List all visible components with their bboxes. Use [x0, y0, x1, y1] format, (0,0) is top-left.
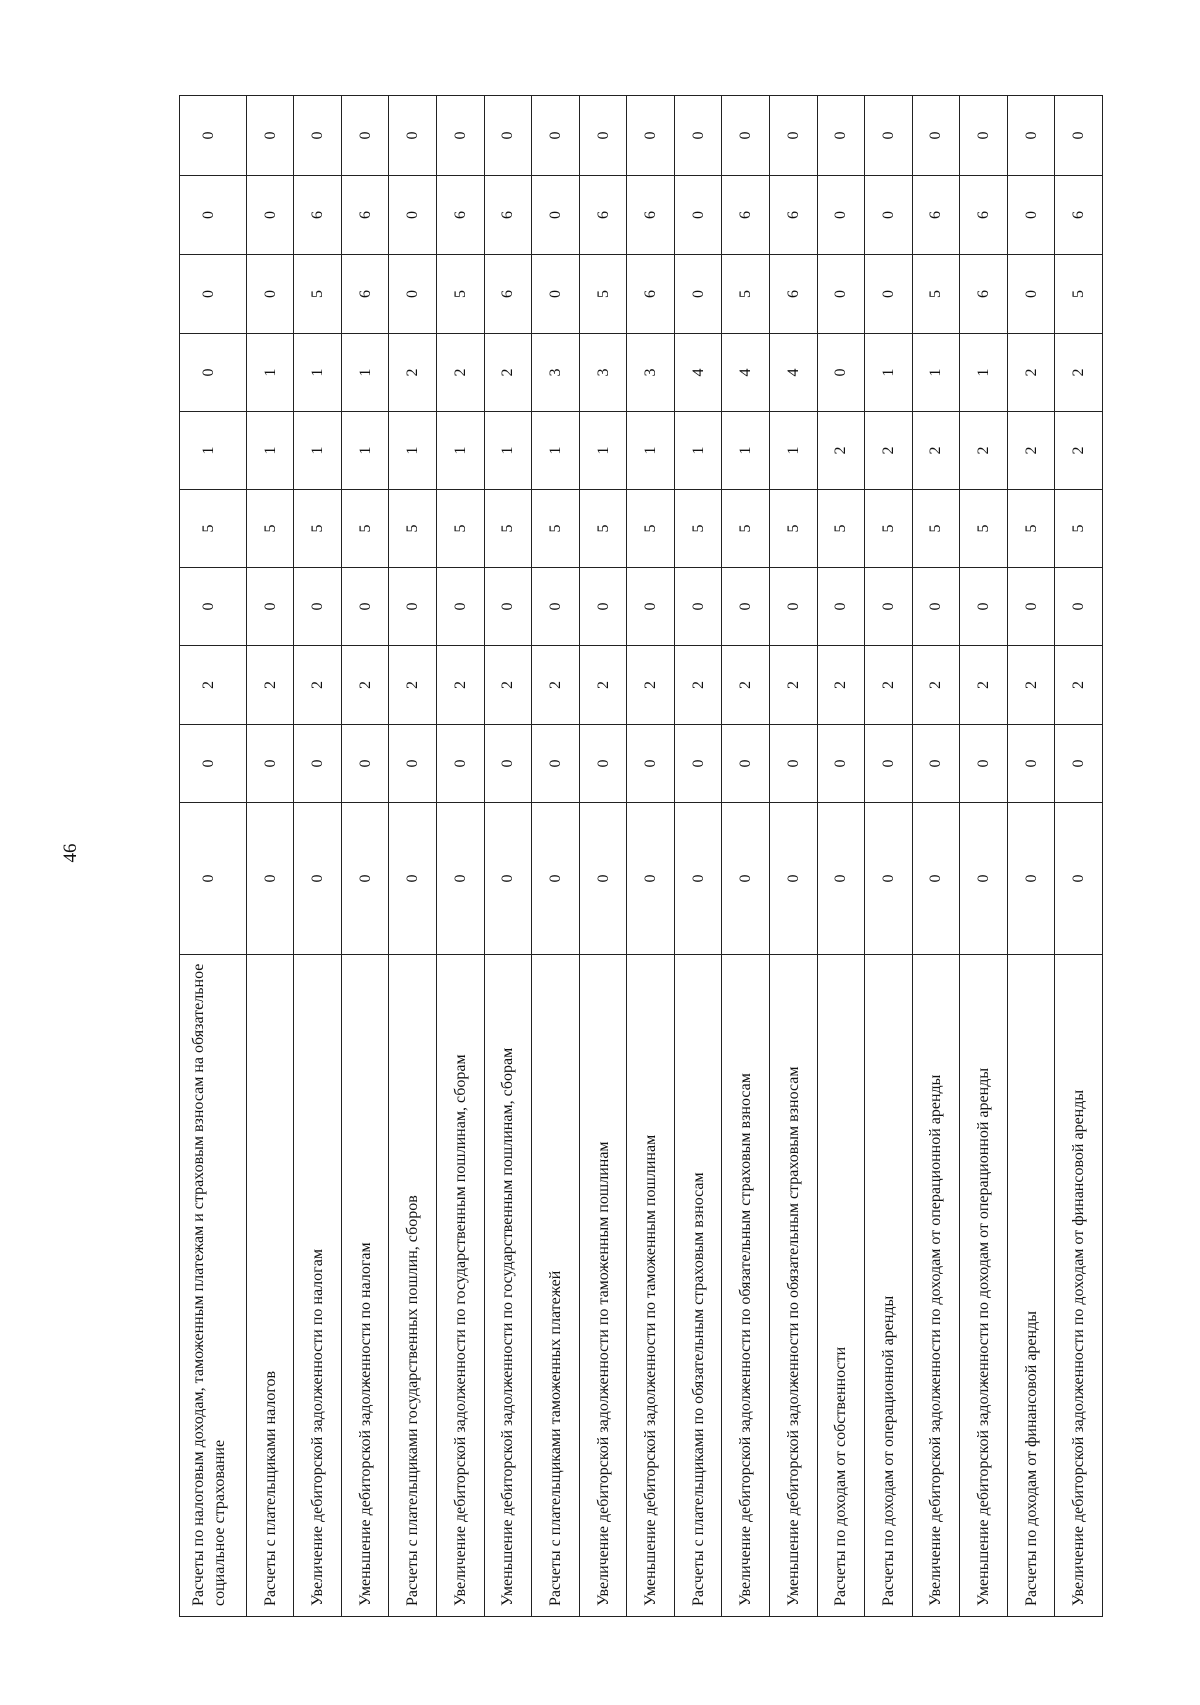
- code-digit-cell: 0: [532, 96, 580, 176]
- code-digit-cell: 5: [246, 490, 294, 568]
- code-digit-cell: 1: [180, 412, 247, 490]
- code-digit-cell: 0: [437, 568, 485, 646]
- code-digit-cell: 0: [1007, 725, 1055, 803]
- code-digit-cell: 6: [341, 176, 389, 255]
- table-body: [180, 96, 1103, 1617]
- row-label: Уменьшение дебиторской задолженности по таможенным пошлинам: [627, 955, 675, 1617]
- code-digit-cell: 2: [912, 412, 960, 490]
- code-digit-cell: 2: [389, 334, 437, 412]
- code-digit-cell: 6: [722, 176, 770, 255]
- code-digit-cell: 6: [579, 176, 627, 255]
- code-digit-cell: 0: [532, 725, 580, 803]
- code-digit-cell: 2: [865, 412, 913, 490]
- code-digit-cell: 1: [769, 412, 817, 490]
- code-digit-cell: 5: [341, 490, 389, 568]
- code-digit-cell: 5: [817, 490, 865, 568]
- code-digit-cell: 0: [627, 96, 675, 176]
- table-row: [294, 96, 342, 1617]
- code-digit-cell: 2: [484, 334, 532, 412]
- code-digit-cell: 6: [484, 255, 532, 334]
- code-digit-cell: 0: [532, 255, 580, 334]
- code-digit-cell: 5: [579, 490, 627, 568]
- code-digit-cell: 2: [627, 646, 675, 725]
- code-digit-cell: 2: [960, 412, 1008, 490]
- code-digit-cell: 6: [294, 176, 342, 255]
- code-digit-cell: 0: [817, 255, 865, 334]
- table-container: [179, 96, 1103, 1617]
- code-digit-cell: 0: [627, 803, 675, 955]
- code-digit-cell: 2: [769, 646, 817, 725]
- code-digit-cell: 2: [912, 646, 960, 725]
- code-digit-cell: 1: [294, 412, 342, 490]
- row-label: Расчеты с плательщиками по обязательным страховым взносам: [674, 955, 722, 1617]
- code-digit-cell: 0: [1007, 176, 1055, 255]
- code-digit-cell: 6: [627, 255, 675, 334]
- code-digit-cell: 2: [180, 646, 247, 725]
- table-row: [180, 96, 247, 1617]
- code-digit-cell: 1: [960, 334, 1008, 412]
- code-digit-cell: 0: [817, 725, 865, 803]
- code-digit-cell: 0: [246, 176, 294, 255]
- code-digit-cell: 5: [722, 255, 770, 334]
- code-digit-cell: 2: [1055, 334, 1103, 412]
- row-label: Расчеты по доходам от операционной аренды: [865, 955, 913, 1617]
- row-label: Уменьшение дебиторской задолженности по государственным пошлинам, сборам: [484, 955, 532, 1617]
- table-row: [389, 96, 437, 1617]
- code-digit-cell: 0: [532, 176, 580, 255]
- code-digit-cell: 0: [865, 255, 913, 334]
- code-digit-cell: 0: [341, 96, 389, 176]
- code-digit-cell: 0: [817, 568, 865, 646]
- code-digit-cell: 5: [294, 490, 342, 568]
- code-digit-cell: 0: [1055, 568, 1103, 646]
- code-digit-cell: 5: [1007, 490, 1055, 568]
- code-digit-cell: 1: [389, 412, 437, 490]
- code-digit-cell: 0: [960, 96, 1008, 176]
- code-digit-cell: 1: [246, 412, 294, 490]
- code-digit-cell: 5: [180, 490, 247, 568]
- code-digit-cell: 0: [674, 725, 722, 803]
- code-digit-cell: 0: [1055, 96, 1103, 176]
- code-digit-cell: 1: [865, 334, 913, 412]
- table-row: [722, 96, 770, 1617]
- code-digit-cell: 5: [579, 255, 627, 334]
- code-digit-cell: 1: [341, 412, 389, 490]
- code-digit-cell: 0: [532, 568, 580, 646]
- row-label: Увеличение дебиторской задолженности по доходам от финансовой аренды: [1055, 955, 1103, 1617]
- code-digit-cell: 1: [341, 334, 389, 412]
- code-digit-cell: 5: [294, 255, 342, 334]
- code-digit-cell: 0: [437, 803, 485, 955]
- row-label: Расчеты по доходам от финансовой аренды: [1007, 955, 1055, 1617]
- code-digit-cell: 0: [817, 803, 865, 955]
- row-label: Расчеты по налоговым доходам, таможенным платежам и страховым взносам на обязательное социальное страхование: [180, 955, 247, 1617]
- code-digit-cell: 0: [180, 176, 247, 255]
- account-codes-table: [179, 95, 1103, 1617]
- table-row: [341, 96, 389, 1617]
- code-digit-cell: 2: [1007, 334, 1055, 412]
- code-digit-cell: 3: [579, 334, 627, 412]
- code-digit-cell: 5: [532, 490, 580, 568]
- code-digit-cell: 5: [769, 490, 817, 568]
- table-row: [532, 96, 580, 1617]
- code-digit-cell: 0: [865, 803, 913, 955]
- code-digit-cell: 0: [180, 255, 247, 334]
- code-digit-cell: 0: [865, 96, 913, 176]
- code-digit-cell: 5: [437, 255, 485, 334]
- code-digit-cell: 0: [817, 96, 865, 176]
- code-digit-cell: 5: [722, 490, 770, 568]
- table-row: [484, 96, 532, 1617]
- code-digit-cell: 6: [960, 176, 1008, 255]
- code-digit-cell: 0: [769, 96, 817, 176]
- page-number: 46: [60, 843, 81, 863]
- code-digit-cell: 0: [912, 96, 960, 176]
- table-row: [627, 96, 675, 1617]
- code-digit-cell: 2: [341, 646, 389, 725]
- code-digit-cell: 2: [579, 646, 627, 725]
- code-digit-cell: 0: [532, 803, 580, 955]
- code-digit-cell: 0: [1055, 803, 1103, 955]
- row-label: Уменьшение дебиторской задолженности по обязательным страховым взносам: [769, 955, 817, 1617]
- code-digit-cell: 0: [579, 803, 627, 955]
- code-digit-cell: 2: [246, 646, 294, 725]
- code-digit-cell: 2: [1007, 412, 1055, 490]
- code-digit-cell: 2: [437, 334, 485, 412]
- code-digit-cell: 5: [627, 490, 675, 568]
- code-digit-cell: 5: [437, 490, 485, 568]
- code-digit-cell: 0: [1007, 803, 1055, 955]
- table-row: [960, 96, 1008, 1617]
- table-row: [817, 96, 865, 1617]
- code-digit-cell: 0: [437, 725, 485, 803]
- code-digit-cell: 3: [627, 334, 675, 412]
- code-digit-cell: 2: [960, 646, 1008, 725]
- code-digit-cell: 1: [437, 412, 485, 490]
- row-label: Расчеты по доходам от собственности: [817, 955, 865, 1617]
- code-digit-cell: 2: [389, 646, 437, 725]
- code-digit-cell: 0: [246, 568, 294, 646]
- code-digit-cell: 0: [389, 96, 437, 176]
- row-label: Расчеты с плательщиками государственных пошлин, сборов: [389, 955, 437, 1617]
- code-digit-cell: 5: [1055, 490, 1103, 568]
- code-digit-cell: 0: [294, 568, 342, 646]
- code-digit-cell: 4: [674, 334, 722, 412]
- code-digit-cell: 5: [865, 490, 913, 568]
- code-digit-cell: 0: [960, 568, 1008, 646]
- code-digit-cell: 0: [180, 725, 247, 803]
- code-digit-cell: 0: [341, 568, 389, 646]
- code-digit-cell: 2: [437, 646, 485, 725]
- code-digit-cell: 0: [674, 568, 722, 646]
- code-digit-cell: 0: [865, 568, 913, 646]
- code-digit-cell: 0: [817, 334, 865, 412]
- row-label: Расчеты с плательщиками таможенных платежей: [532, 955, 580, 1617]
- row-label: Уменьшение дебиторской задолженности по доходам от операционной аренды: [960, 955, 1008, 1617]
- code-digit-cell: 0: [674, 176, 722, 255]
- code-digit-cell: 0: [389, 725, 437, 803]
- table-row: [674, 96, 722, 1617]
- code-digit-cell: 0: [722, 803, 770, 955]
- code-digit-cell: 0: [180, 96, 247, 176]
- code-digit-cell: 0: [1007, 96, 1055, 176]
- code-digit-cell: 0: [579, 96, 627, 176]
- code-digit-cell: 0: [246, 255, 294, 334]
- code-digit-cell: 1: [912, 334, 960, 412]
- code-digit-cell: 1: [722, 412, 770, 490]
- code-digit-cell: 6: [341, 255, 389, 334]
- code-digit-cell: 6: [1055, 176, 1103, 255]
- row-label: Увеличение дебиторской задолженности по таможенным пошлинам: [579, 955, 627, 1617]
- code-digit-cell: 0: [180, 803, 247, 955]
- code-digit-cell: 0: [674, 96, 722, 176]
- code-digit-cell: 0: [180, 334, 247, 412]
- code-digit-cell: 0: [769, 568, 817, 646]
- code-digit-cell: 5: [674, 490, 722, 568]
- code-digit-cell: 0: [246, 725, 294, 803]
- code-digit-cell: 0: [960, 725, 1008, 803]
- code-digit-cell: 1: [246, 334, 294, 412]
- code-digit-cell: 1: [294, 334, 342, 412]
- table-row: [769, 96, 817, 1617]
- code-digit-cell: 5: [484, 490, 532, 568]
- row-label: Уменьшение дебиторской задолженности по налогам: [341, 955, 389, 1617]
- code-digit-cell: 0: [294, 803, 342, 955]
- code-digit-cell: 0: [579, 725, 627, 803]
- row-label: Расчеты с плательщиками налогов: [246, 955, 294, 1617]
- code-digit-cell: 0: [341, 725, 389, 803]
- code-digit-cell: 0: [627, 725, 675, 803]
- code-digit-cell: 0: [1007, 568, 1055, 646]
- code-digit-cell: 0: [722, 96, 770, 176]
- code-digit-cell: 0: [484, 568, 532, 646]
- code-digit-cell: 0: [389, 568, 437, 646]
- code-digit-cell: 0: [484, 803, 532, 955]
- code-digit-cell: 2: [1055, 412, 1103, 490]
- code-digit-cell: 2: [722, 646, 770, 725]
- code-digit-cell: 0: [722, 725, 770, 803]
- code-digit-cell: 4: [769, 334, 817, 412]
- code-digit-cell: 1: [484, 412, 532, 490]
- code-digit-cell: 0: [484, 96, 532, 176]
- code-digit-cell: 0: [389, 176, 437, 255]
- code-digit-cell: 0: [294, 725, 342, 803]
- code-digit-cell: 0: [769, 803, 817, 955]
- code-digit-cell: 0: [865, 176, 913, 255]
- code-digit-cell: 0: [437, 96, 485, 176]
- code-digit-cell: 5: [389, 490, 437, 568]
- code-digit-cell: 0: [579, 568, 627, 646]
- code-digit-cell: 0: [341, 803, 389, 955]
- table-row: [865, 96, 913, 1617]
- code-digit-cell: 0: [294, 96, 342, 176]
- code-digit-cell: 2: [674, 646, 722, 725]
- code-digit-cell: 0: [1007, 255, 1055, 334]
- code-digit-cell: 0: [960, 803, 1008, 955]
- code-digit-cell: 0: [627, 568, 675, 646]
- code-digit-cell: 6: [769, 176, 817, 255]
- code-digit-cell: 2: [294, 646, 342, 725]
- code-digit-cell: 1: [532, 412, 580, 490]
- row-label: Увеличение дебиторской задолженности по доходам от операционной аренды: [912, 955, 960, 1617]
- table-row: [437, 96, 485, 1617]
- code-digit-cell: 0: [180, 568, 247, 646]
- code-digit-cell: 0: [865, 725, 913, 803]
- table-row: [246, 96, 294, 1617]
- table-row: [1055, 96, 1103, 1617]
- code-digit-cell: 0: [912, 568, 960, 646]
- code-digit-cell: 0: [484, 725, 532, 803]
- code-digit-cell: 2: [1007, 646, 1055, 725]
- code-digit-cell: 3: [532, 334, 580, 412]
- code-digit-cell: 1: [674, 412, 722, 490]
- code-digit-cell: 0: [722, 568, 770, 646]
- row-label: Увеличение дебиторской задолженности по государственным пошлинам, сборам: [437, 955, 485, 1617]
- code-digit-cell: 0: [246, 96, 294, 176]
- code-digit-cell: 0: [674, 255, 722, 334]
- code-digit-cell: 2: [817, 412, 865, 490]
- code-digit-cell: 6: [960, 255, 1008, 334]
- table-row: [579, 96, 627, 1617]
- code-digit-cell: 0: [817, 176, 865, 255]
- code-digit-cell: 0: [246, 803, 294, 955]
- code-digit-cell: 2: [817, 646, 865, 725]
- code-digit-cell: 5: [960, 490, 1008, 568]
- code-digit-cell: 0: [769, 725, 817, 803]
- code-digit-cell: 2: [865, 646, 913, 725]
- row-label: Увеличение дебиторской задолженности по обязательным страховым взносам: [722, 955, 770, 1617]
- code-digit-cell: 4: [722, 334, 770, 412]
- code-digit-cell: 2: [532, 646, 580, 725]
- code-digit-cell: 1: [627, 412, 675, 490]
- row-label: Увеличение дебиторской задолженности по налогам: [294, 955, 342, 1617]
- code-digit-cell: 0: [912, 803, 960, 955]
- code-digit-cell: 1: [579, 412, 627, 490]
- code-digit-cell: 6: [627, 176, 675, 255]
- code-digit-cell: 6: [912, 176, 960, 255]
- code-digit-cell: 6: [769, 255, 817, 334]
- code-digit-cell: 0: [912, 725, 960, 803]
- table-row: [1007, 96, 1055, 1617]
- code-digit-cell: 5: [1055, 255, 1103, 334]
- code-digit-cell: 2: [484, 646, 532, 725]
- code-digit-cell: 0: [1055, 725, 1103, 803]
- code-digit-cell: 5: [912, 255, 960, 334]
- table-row: [912, 96, 960, 1617]
- code-digit-cell: 0: [389, 803, 437, 955]
- code-digit-cell: 0: [389, 255, 437, 334]
- code-digit-cell: 6: [437, 176, 485, 255]
- code-digit-cell: 2: [1055, 646, 1103, 725]
- code-digit-cell: 5: [912, 490, 960, 568]
- code-digit-cell: 0: [674, 803, 722, 955]
- code-digit-cell: 6: [484, 176, 532, 255]
